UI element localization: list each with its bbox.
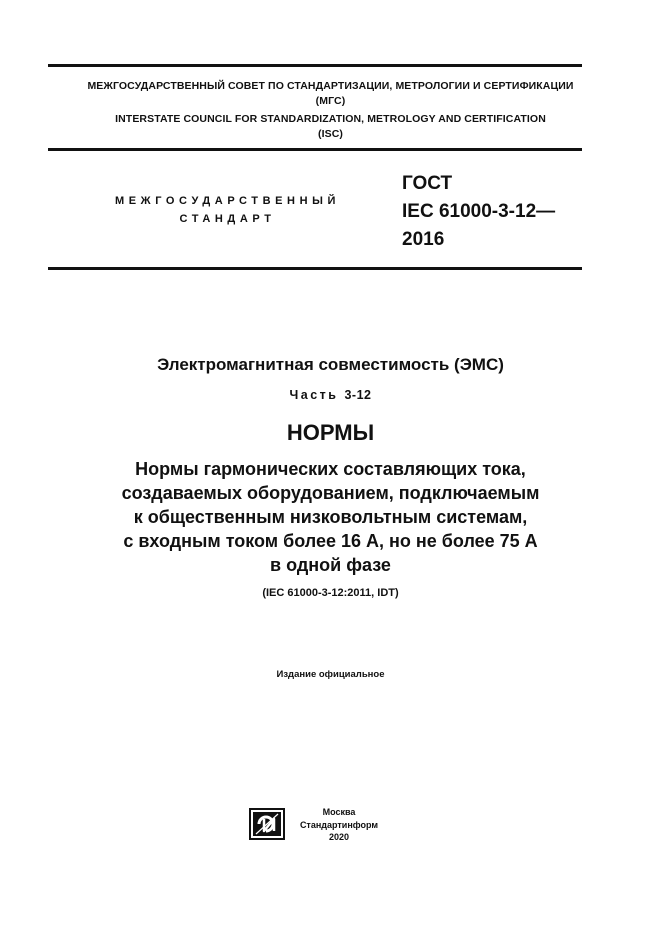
gost-number: IEC 61000-3-12— (402, 201, 556, 222)
edition-note: Издание официальное (276, 669, 385, 680)
publisher-city: Москва (322, 807, 356, 817)
subtitle-line: в одной фазе (270, 555, 391, 575)
standard-kind-line1: МЕЖГОСУДАРСТВЕННЫЙ (114, 195, 341, 207)
subtitle-line: создаваемых оборудованием, подключаемым (121, 483, 540, 503)
iec-identity: (IEC 61000-3-12:2011, IDT) (262, 587, 399, 599)
document-subtitle (0, 457, 661, 577)
council-abbr-en: (ISC) (318, 128, 343, 140)
standartinform-logo-icon (249, 808, 285, 840)
publisher-block (293, 806, 385, 844)
subtitle-line: с входным током более 16 А, но не более 75 А (123, 531, 538, 551)
gost-year: 2016 (402, 229, 445, 250)
gost-prefix: ГОСТ (402, 173, 453, 194)
council-rule (48, 148, 582, 151)
subtitle-line: к общественным низковольтным системам, (133, 507, 528, 527)
subtitle-line: Нормы гармонических составляющих тока, (135, 459, 526, 479)
part-label (0, 388, 661, 402)
council-name-en: INTERSTATE COUNCIL FOR STANDARDIZATION, METROLOGY AND CERTIFICATION (115, 113, 546, 125)
part-word: Часть (289, 388, 339, 402)
standard-kind-line2: СТАНДАРТ (179, 213, 276, 225)
section-heading: НОРМЫ (286, 420, 375, 445)
publisher-name: Стандартинформ (299, 819, 379, 830)
part-number: 3-12 (344, 388, 372, 402)
council-name-ru: МЕЖГОСУДАРСТВЕННЫЙ СОВЕТ ПО СТАНДАРТИЗАЦИИ, МЕТРОЛОГИИ И СЕРТИФИКАЦИИ (87, 80, 574, 92)
publisher-year: 2020 (328, 832, 350, 842)
designation-rule (48, 267, 582, 270)
council-abbr-ru: (МГС) (315, 95, 346, 107)
document-title: Электромагнитная совместимость (ЭМС) (157, 355, 504, 374)
top-rule (48, 64, 582, 67)
